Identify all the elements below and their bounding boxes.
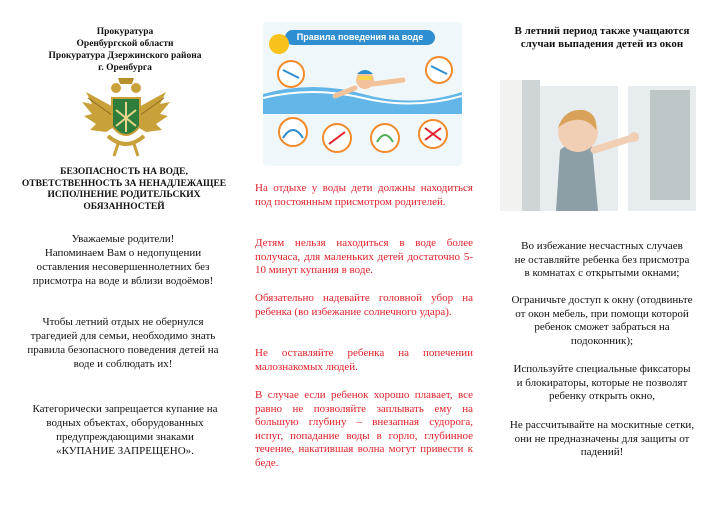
- greeting-paragraph: Уважаемые родители! Напоминаем Вам о недопущении оставления несовершеннолетних без присмотра на воде и вблизи водоёмов!: [32, 233, 214, 287]
- organization-header: Прокуратура Оренбургской области Прокуратура Дзержинского района г. Оренбурга: [48, 27, 202, 73]
- prohibition-paragraph: Категорически запрещается купание на водных объектах, оборудованных предупреждающими знаками «КУПАНИЕ ЗАПРЕЩЕНО».: [32, 403, 218, 457]
- child-at-window-illustration: [500, 80, 696, 211]
- prosecutor-emblem-icon: [78, 74, 174, 158]
- rule-strangers: Не оставляйте ребенка на попечении малознакомых людей.: [255, 347, 473, 373]
- mosquito-nets-paragraph: Не рассчитывайте на москитные сетки, они не предназначены для защиты от падений!: [509, 419, 695, 459]
- rule-headwear: Обязательно надевайте головной убор на ребенка (во избежание солнечного удара).: [255, 292, 473, 318]
- brochure-title: БЕЗОПАСНОСТЬ НА ВОДЕ, ОТВЕТСТВЕННОСТЬ ЗА НЕНАДЛЕЖАЩЕЕ ИСПОЛНЕНИЕ РОДИТЕЛЬСКИХ ОБЯЗАННОСТЕЙ: [21, 167, 227, 212]
- child-at-window-photo: [500, 80, 696, 211]
- right-panel: [478, 0, 721, 510]
- rule-supervision: На отдыхе у воды дети должны находиться под постоянным присмотром родителей.: [255, 182, 473, 208]
- rule-bathing-time: Детям нельзя находиться в воде более получаса, для маленьких детей достаточно 5-10 минут купания в воде.: [255, 237, 473, 277]
- left-panel: [0, 0, 245, 510]
- poster-title: Правила поведения на воде: [285, 30, 435, 45]
- middle-panel: [245, 0, 478, 510]
- restrict-window-access-paragraph: Ограничьте доступ к окну (отодвиньте от окон мебель, при помощи которой ребенок сможет забраться на подоконник);: [511, 294, 693, 347]
- window-falls-heading: В летний период также учащаются случаи выпадения детей из окон: [514, 25, 690, 50]
- water-rules-illustration: [263, 22, 462, 166]
- water-rules-poster: [263, 22, 462, 166]
- safety-paragraph: Чтобы летний отдых не обернулся трагедией для семьи, необходимо знать правила безопасного поведения детей на воде и соблюдать их!: [27, 316, 219, 370]
- window-locks-paragraph: Используйте специальные фиксаторы и блокираторы, которые не позволят ребенку открыть окно,: [513, 363, 691, 403]
- unattended-child-paragraph: Во избежание несчастных случаев не оставляйте ребенка без присмотра в комнатах с открытыми окнами;: [514, 240, 690, 280]
- rule-deep-water: В случае если ребенок хорошо плавает, все равно не позволяйте заплывать ему на большую глубину – внезапная судорога, испуг, попадание воды в горло, глубинное течение, накатившая волна могут привести к беде.: [255, 389, 473, 469]
